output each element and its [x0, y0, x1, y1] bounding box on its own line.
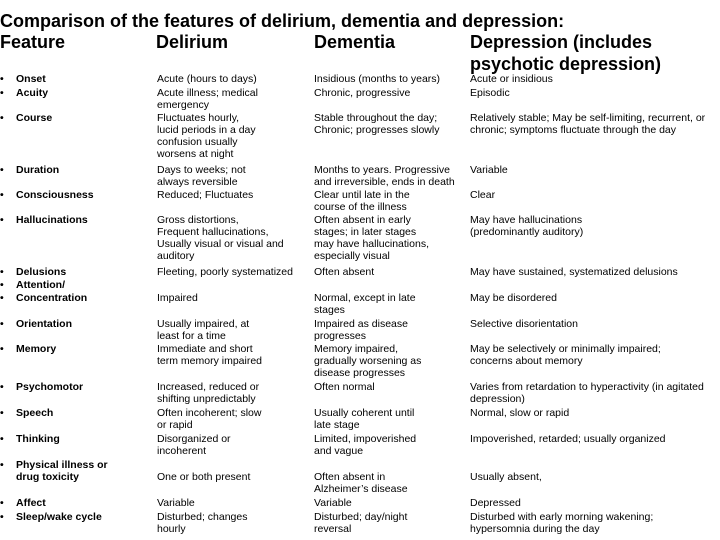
- depression-cell: [470, 433, 666, 445]
- feature-label: [16, 459, 108, 483]
- dementia-cell: [314, 433, 416, 457]
- bullet-icon: •: [0, 318, 4, 330]
- delirium-cell-line: shifting unpredictably: [157, 393, 256, 405]
- depression-cell-line: Impoverished, retarded; usually organized: [470, 433, 666, 445]
- feature-label-line: drug toxicity: [16, 471, 80, 483]
- feature-cell: [0, 164, 59, 176]
- dementia-cell-line: [314, 459, 408, 471]
- depression-cell-line: Normal, slow or rapid: [470, 407, 570, 419]
- feature-label-line: Psychomotor: [16, 381, 84, 393]
- dementia-cell-line: Months to years. Progressive: [314, 164, 450, 176]
- delirium-cell-line: confusion usually: [157, 136, 238, 148]
- bullet-icon: •: [0, 189, 4, 201]
- depression-cell: [470, 459, 542, 483]
- dementia-cell-line: and irreversible, ends in death: [314, 176, 455, 188]
- bullet-icon: •: [0, 214, 4, 226]
- depression-cell-line: May be selectively or minimally impaired;: [470, 343, 661, 355]
- feature-cell: [0, 511, 102, 523]
- delirium-cell-line: term memory impaired: [157, 355, 263, 367]
- delirium-cell-line: Fleeting, poorly systematized: [157, 266, 293, 278]
- depression-cell: [470, 73, 553, 85]
- dementia-cell: [314, 343, 421, 379]
- depression-cell-line: concerns about memory: [470, 355, 583, 367]
- delirium-cell-line: lucid periods in a day: [157, 124, 256, 136]
- header-feature: Feature: [0, 32, 66, 52]
- feature-label: [16, 511, 102, 523]
- feature-label: [16, 189, 94, 201]
- depression-cell: [470, 407, 569, 419]
- dementia-cell-line: gradually worsening as: [314, 355, 422, 367]
- feature-label-line: Hallucinations: [16, 214, 88, 226]
- depression-cell: [470, 214, 583, 238]
- dementia-cell-line: and vague: [314, 445, 364, 457]
- dementia-cell: [314, 459, 408, 495]
- dementia-cell-line: may have hallucinations,: [314, 238, 429, 250]
- feature-cell: [0, 497, 46, 509]
- feature-cell: [0, 279, 65, 291]
- delirium-cell: [157, 381, 259, 405]
- dementia-cell: [314, 292, 416, 316]
- delirium-cell: [157, 266, 293, 278]
- depression-cell-line: Usually absent,: [470, 471, 542, 483]
- bullet-icon: •: [0, 381, 4, 393]
- delirium-cell-line: Disturbed; changes: [157, 511, 248, 523]
- bullet-icon: •: [0, 511, 4, 523]
- delirium-cell-line: worsens at night: [157, 148, 234, 160]
- feature-label-line: Attention/: [16, 279, 65, 291]
- feature-label-line: Consciousness: [16, 189, 94, 201]
- delirium-cell-line: Variable: [157, 497, 195, 509]
- delirium-cell: [157, 433, 231, 457]
- feature-label: [16, 214, 88, 226]
- delirium-cell-line: emergency: [157, 99, 209, 111]
- dementia-cell-line: Insidious (months to years): [314, 73, 441, 85]
- dementia-cell: [314, 381, 375, 393]
- depression-cell: [470, 189, 495, 201]
- feature-cell: [0, 343, 56, 355]
- feature-cell: [0, 73, 46, 85]
- delirium-cell-line: Impaired: [157, 292, 198, 304]
- dementia-cell: [314, 497, 352, 509]
- bullet-icon: •: [0, 433, 4, 445]
- feature-label-line: Affect: [16, 497, 46, 509]
- depression-cell-line: Selective disorientation: [470, 318, 578, 330]
- feature-label: [16, 407, 53, 419]
- delirium-cell: [157, 459, 250, 483]
- feature-label: [16, 164, 59, 176]
- dementia-cell: [314, 73, 440, 85]
- feature-label: [16, 87, 48, 99]
- bullet-icon: •: [0, 112, 4, 124]
- delirium-cell: [157, 73, 257, 85]
- bullet-icon: •: [0, 292, 4, 304]
- depression-cell-line: Disturbed with early morning wakening;: [470, 511, 654, 523]
- delirium-cell-line: Acute (hours to days): [157, 73, 257, 85]
- delirium-cell-line: Days to weeks; not: [157, 164, 246, 176]
- feature-label: [16, 318, 72, 330]
- feature-label-line: Duration: [16, 164, 60, 176]
- dementia-cell: [314, 511, 407, 535]
- feature-label: [16, 497, 46, 509]
- feature-cell: [0, 318, 72, 330]
- delirium-cell: [157, 112, 256, 160]
- dementia-cell-line: especially visual: [314, 250, 390, 262]
- dementia-cell-line: Usually coherent until: [314, 407, 415, 419]
- feature-cell: [0, 407, 53, 419]
- feature-label-line: Physical illness or: [16, 459, 108, 471]
- delirium-cell: [157, 497, 195, 509]
- feature-label: [16, 279, 65, 291]
- feature-label: [16, 381, 83, 393]
- depression-cell-line: May have hallucinations: [470, 214, 583, 226]
- dementia-cell-line: Chronic; progresses slowly: [314, 124, 440, 136]
- dementia-cell-line: reversal: [314, 523, 352, 535]
- delirium-cell: [157, 318, 249, 342]
- bullet-icon: •: [0, 279, 4, 291]
- feature-label-line: Concentration: [16, 292, 88, 304]
- dementia-cell-line: Disturbed; day/night: [314, 511, 408, 523]
- header-depression-line-1: Depression (includes: [470, 32, 653, 52]
- bullet-icon: •: [0, 459, 4, 471]
- feature-label-line: Acuity: [16, 87, 49, 99]
- delirium-cell: [157, 292, 198, 304]
- dementia-cell: [314, 407, 414, 431]
- depression-cell: [470, 292, 557, 304]
- delirium-cell: [157, 214, 284, 262]
- dementia-cell-line: Variable: [314, 497, 352, 509]
- dementia-cell-line: Often absent: [314, 266, 375, 278]
- dementia-cell-line: Clear until late in the: [314, 189, 410, 201]
- depression-cell: [470, 266, 678, 278]
- delirium-cell-line: Increased, reduced or: [157, 381, 260, 393]
- depression-cell-line: Acute or insidious: [470, 73, 553, 85]
- delirium-cell-line: [157, 459, 250, 471]
- header-depression-line-2: psychotic depression): [470, 54, 662, 74]
- depression-cell-line: hypersomnia during the day: [470, 523, 600, 535]
- feature-cell: [0, 292, 87, 304]
- feature-label: [16, 292, 87, 304]
- depression-cell-line: (predominantly auditory): [470, 226, 584, 238]
- feature-label: [16, 112, 52, 124]
- depression-cell-line: Relatively stable; May be self-limiting, recurrent, or: [470, 112, 706, 124]
- dementia-cell-line: Often normal: [314, 381, 375, 393]
- depression-cell: [470, 164, 508, 176]
- dementia-cell-line: Memory impaired,: [314, 343, 399, 355]
- bullet-icon: •: [0, 266, 4, 278]
- feature-cell: [0, 214, 88, 226]
- dementia-cell: [314, 164, 455, 188]
- feature-label-line: Orientation: [16, 318, 73, 330]
- feature-cell: [0, 459, 108, 483]
- depression-cell: [470, 318, 578, 330]
- delirium-cell-line: auditory: [157, 250, 195, 262]
- dementia-cell-line: disease progresses: [314, 367, 406, 379]
- depression-cell-line: Variable: [470, 164, 508, 176]
- dementia-cell: [314, 189, 410, 213]
- feature-cell: [0, 189, 94, 201]
- dementia-cell-line: late stage: [314, 419, 360, 431]
- dementia-cell-line: stages; in later stages: [314, 226, 417, 238]
- delirium-cell: [157, 511, 247, 535]
- dementia-cell-line: Chronic, progressive: [314, 87, 411, 99]
- depression-cell: [470, 343, 661, 367]
- page-title: Comparison of the features of delirium, dementia and depression:: [0, 11, 565, 31]
- delirium-cell-line: Immediate and short: [157, 343, 253, 355]
- depression-cell: [470, 381, 704, 405]
- depression-cell-line: chronic; symptoms fluctuate through the day: [470, 124, 677, 136]
- delirium-cell-line: least for a time: [157, 330, 226, 342]
- dementia-cell: [314, 318, 408, 342]
- dementia-cell: [314, 112, 439, 136]
- delirium-cell-line: Frequent hallucinations,: [157, 226, 269, 238]
- feature-cell: [0, 381, 83, 393]
- bullet-icon: •: [0, 164, 4, 176]
- bullet-icon: •: [0, 407, 4, 419]
- depression-cell-line: Depressed: [470, 497, 521, 509]
- feature-label: [16, 343, 56, 355]
- header-depression: [470, 31, 661, 75]
- delirium-cell: [157, 189, 253, 201]
- depression-cell: [470, 497, 521, 509]
- depression-cell-line: Clear: [470, 189, 496, 201]
- depression-cell-line: May have sustained, systematized delusions: [470, 266, 678, 278]
- delirium-cell-line: or rapid: [157, 419, 193, 431]
- dementia-cell-line: Often absent in early: [314, 214, 411, 226]
- delirium-cell-line: always reversible: [157, 176, 238, 188]
- dementia-cell-line: Often absent in: [314, 471, 386, 483]
- depression-cell-line: Episodic: [470, 87, 510, 99]
- depression-cell-line: Varies from retardation to hyperactivity (in agitated: [470, 381, 704, 393]
- depression-cell: [470, 87, 510, 99]
- feature-label-line: Delusions: [16, 266, 67, 278]
- delirium-cell-line: Gross distortions,: [157, 214, 239, 226]
- delirium-cell-line: hourly: [157, 523, 186, 535]
- dementia-cell-line: course of the illness: [314, 201, 407, 213]
- dementia-cell-line: Limited, impoverished: [314, 433, 417, 445]
- dementia-cell-line: Normal, except in late: [314, 292, 416, 304]
- header-delirium: Delirium: [156, 32, 229, 52]
- delirium-cell-line: Often incoherent; slow: [157, 407, 262, 419]
- bullet-icon: •: [0, 73, 4, 85]
- depression-cell: [470, 511, 653, 535]
- dementia-cell: [314, 266, 374, 278]
- dementia-cell: [314, 87, 410, 99]
- feature-label: [16, 73, 46, 85]
- dementia-cell-line: Alzheimer’s disease: [314, 483, 408, 495]
- delirium-cell: [157, 87, 258, 111]
- dementia-cell-line: Stable throughout the day;: [314, 112, 438, 124]
- feature-label-line: Onset: [16, 73, 46, 85]
- delirium-cell-line: incoherent: [157, 445, 207, 457]
- depression-cell: [470, 112, 705, 136]
- header-dementia: Dementia: [314, 32, 396, 52]
- feature-label-line: Speech: [16, 407, 54, 419]
- delirium-cell-line: Usually impaired, at: [157, 318, 250, 330]
- delirium-cell-line: One or both present: [157, 471, 251, 483]
- feature-label-line: Thinking: [16, 433, 60, 445]
- depression-cell-line: depression): [470, 393, 525, 405]
- delirium-cell-line: Reduced; Fluctuates: [157, 189, 254, 201]
- bullet-icon: •: [0, 87, 4, 99]
- depression-cell-line: May be disordered: [470, 292, 557, 304]
- delirium-cell: [157, 407, 261, 431]
- bullet-icon: •: [0, 343, 4, 355]
- delirium-cell-line: Usually visual or visual and: [157, 238, 284, 250]
- dementia-cell-line: stages: [314, 304, 345, 316]
- feature-label-line: Memory: [16, 343, 57, 355]
- dementia-cell-line: Impaired as disease: [314, 318, 408, 330]
- feature-label: [16, 433, 60, 445]
- feature-cell: [0, 433, 60, 445]
- feature-cell: [0, 87, 48, 99]
- delirium-cell-line: Fluctuates hourly,: [157, 112, 240, 124]
- feature-cell: [0, 266, 66, 278]
- delirium-cell-line: Acute illness; medical: [157, 87, 258, 99]
- feature-label-line: Course: [16, 112, 53, 124]
- bullet-icon: •: [0, 497, 4, 509]
- delirium-cell: [157, 164, 246, 188]
- feature-label: [16, 266, 66, 278]
- depression-cell-line: [470, 459, 542, 471]
- dementia-cell-line: progresses: [314, 330, 366, 342]
- feature-cell: [0, 112, 52, 124]
- delirium-cell-line: Disorganized or: [157, 433, 231, 445]
- feature-label-line: Sleep/wake cycle: [16, 511, 102, 523]
- dementia-cell: [314, 214, 429, 262]
- delirium-cell: [157, 343, 262, 367]
